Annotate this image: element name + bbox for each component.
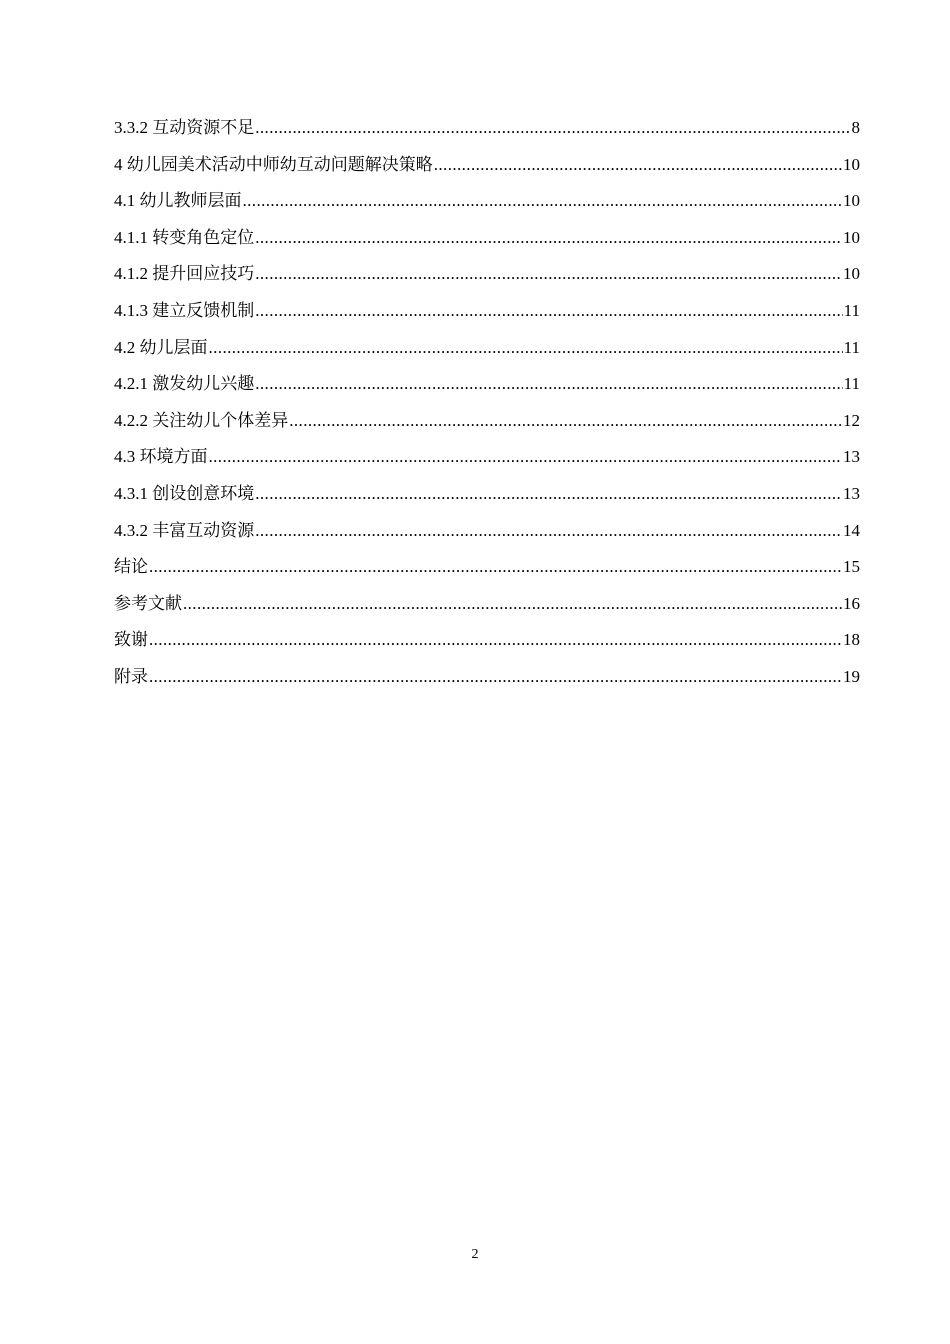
toc-entry-title: 结论 bbox=[114, 557, 148, 577]
toc-entry[interactable] bbox=[114, 330, 860, 367]
toc-entry-title: 4.2.2 关注幼儿个体差异 bbox=[114, 410, 289, 430]
toc-entry[interactable] bbox=[114, 439, 860, 476]
toc-entry[interactable] bbox=[114, 110, 860, 147]
toc-entry-page: 10 bbox=[843, 191, 860, 211]
toc-entry-page: 18 bbox=[843, 630, 860, 650]
toc-entry-title: 致谢 bbox=[114, 630, 148, 650]
toc-entry-page: 13 bbox=[843, 447, 860, 467]
toc-dot-leader bbox=[149, 659, 842, 696]
toc-entry-title: 4.3 环境方面 bbox=[114, 447, 208, 467]
toc-entry-title: 4 幼儿园美术活动中师幼互动问题解决策略 bbox=[114, 154, 433, 174]
toc-entry-page: 10 bbox=[843, 264, 860, 284]
toc-dot-leader bbox=[255, 220, 842, 257]
toc-entry-title: 4.1.1 转变角色定位 bbox=[114, 227, 255, 247]
toc-dot-leader bbox=[289, 403, 842, 440]
toc-entry-page: 13 bbox=[843, 483, 860, 503]
table-of-contents bbox=[114, 110, 860, 696]
toc-entry-page: 11 bbox=[843, 300, 860, 320]
toc-dot-leader bbox=[255, 293, 842, 330]
toc-entry-title: 4.3.1 创设创意环境 bbox=[114, 483, 255, 503]
toc-entry-page: 11 bbox=[843, 337, 860, 357]
toc-entry-title: 4.1.2 提升回应技巧 bbox=[114, 264, 255, 284]
toc-entry[interactable] bbox=[114, 293, 860, 330]
toc-dot-leader bbox=[149, 622, 842, 659]
toc-dot-leader bbox=[255, 476, 842, 513]
toc-entry[interactable] bbox=[114, 476, 860, 513]
toc-entry[interactable] bbox=[114, 147, 860, 184]
toc-entry-page: 19 bbox=[843, 666, 860, 686]
toc-entry[interactable] bbox=[114, 220, 860, 257]
toc-entry[interactable] bbox=[114, 586, 860, 623]
toc-dot-leader bbox=[255, 110, 850, 147]
toc-dot-leader bbox=[183, 586, 842, 623]
toc-dot-leader bbox=[209, 330, 843, 367]
toc-entry[interactable] bbox=[114, 622, 860, 659]
toc-entry-page: 10 bbox=[843, 154, 860, 174]
toc-entry-title: 3.3.2 互动资源不足 bbox=[114, 118, 255, 137]
toc-entry-page: 10 bbox=[843, 227, 860, 247]
toc-entry[interactable] bbox=[114, 549, 860, 586]
toc-entry-title: 4.1.3 建立反馈机制 bbox=[114, 300, 255, 320]
toc-entry[interactable] bbox=[114, 659, 860, 696]
toc-entry-page: 11 bbox=[843, 374, 860, 394]
toc-entry[interactable] bbox=[114, 403, 860, 440]
toc-entry[interactable] bbox=[114, 366, 860, 403]
toc-entry-title: 参考文献 bbox=[114, 593, 182, 613]
toc-entry[interactable] bbox=[114, 513, 860, 550]
toc-dot-leader bbox=[209, 439, 843, 476]
toc-dot-leader bbox=[243, 183, 843, 220]
toc-dot-leader bbox=[149, 549, 842, 586]
toc-entry-page: 15 bbox=[843, 557, 860, 577]
toc-entry[interactable] bbox=[114, 183, 860, 220]
toc-dot-leader bbox=[255, 513, 842, 550]
page-number: 2 bbox=[471, 1247, 479, 1262]
toc-entry-title: 4.2 幼儿层面 bbox=[114, 337, 208, 357]
toc-dot-leader bbox=[255, 256, 842, 293]
toc-entry-title: 4.2.1 激发幼儿兴趣 bbox=[114, 374, 255, 394]
toc-entry-page: 16 bbox=[843, 593, 860, 613]
toc-entry-title: 附录 bbox=[114, 666, 148, 686]
toc-entry-page: 12 bbox=[843, 410, 860, 430]
toc-dot-leader bbox=[434, 147, 842, 184]
toc-entry-page: 8 bbox=[851, 118, 860, 137]
toc-entry-title: 4.3.2 丰富互动资源 bbox=[114, 520, 255, 540]
toc-entry-title: 4.1 幼儿教师层面 bbox=[114, 191, 242, 211]
toc-dot-leader bbox=[255, 366, 842, 403]
toc-entry[interactable] bbox=[114, 256, 860, 293]
toc-entry-page: 14 bbox=[843, 520, 860, 540]
